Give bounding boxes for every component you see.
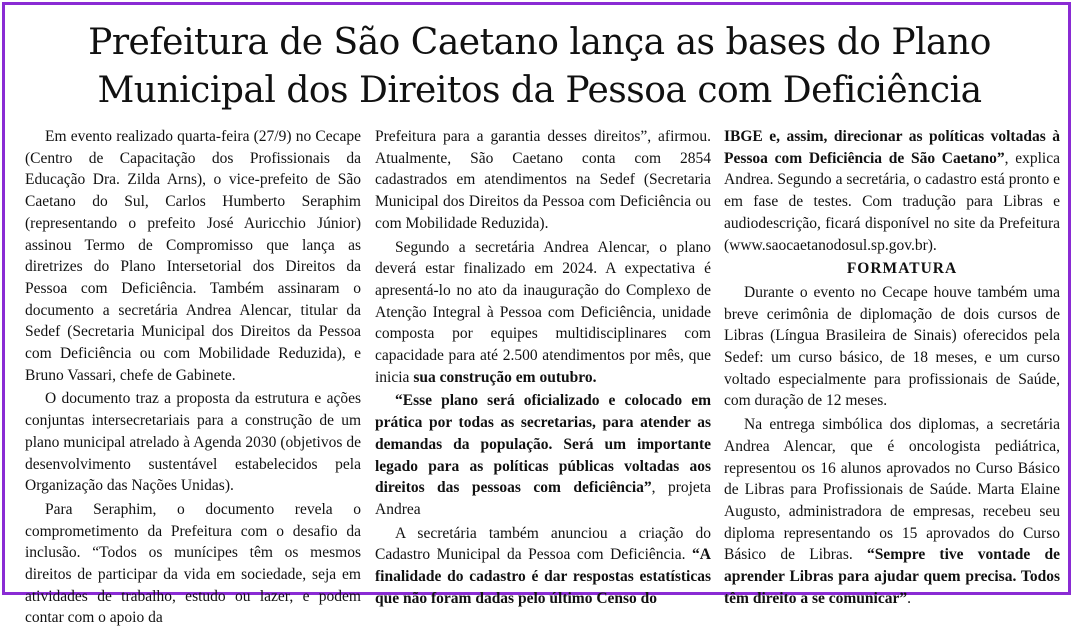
column-3 [724,126,1060,609]
col3-p3-quote: “Sempre tive vontade de aprender Libras para ajudar quem precisa. Todos têm direito a se comunicar” [724,546,1060,607]
col3-paragraph-1 [724,126,1060,256]
col2-p4-text: A secretária também anunciou a criação do Cadastro Municipal da Pessoa com Deficiência. [375,524,711,564]
col3-paragraph-2: Durante o evento no Cecape houve também uma breve cerimônia de diplomação de dois cursos de Libras (Língua Brasileira de Sinais) oferecidos pela Sedef: um curso básico, de 18 meses, e um curso voltado especialmente para profissionais de Saúde, com duração de 12 meses. [724,283,1060,410]
col2-p4-quote: “A finalidade do cadastro é dar respostas estatísticas que não foram dadas pelo último Censo do [375,546,711,607]
column-1 [25,126,361,629]
col1-paragraph-1: Em evento realizado quarta-feira (27/9) no Cecape (Centro de Capacitação dos Profissionais da Educação Dra. Zilda Arns), o vice-prefeito de São Caetano do Sul, Carlos Humberto Seraphim (representando o prefeito José Auricchio Júnior) assinou Termo de Compromisso que lança as diretrizes do Plano Intersetorial dos Direitos da Pessoa com Deficiência. Também assinaram o documento a secretária Andrea Alencar, titular da Sedef (Secretaria Municipal dos Direitos da Pessoa com Deficiência ou com Mobilidade Reduzida), e Bruno Vassari, chefe de Gabinete. [25,128,361,384]
col2-quote: “Esse plano será oficializado e colocado em prática por todas as secretarias, para atender as demandas da população. Será um importante legado para as políticas públicas voltadas aos direitos das pessoas com deficiência” [375,392,711,497]
col2-paragraph-3 [375,390,711,520]
subheading-formatura: FORMATURA [846,260,958,278]
col3-p1-text: , explica Andrea. Segundo a secretária, o cadastro está pronto e em fase de testes. Com tradução para Libras e audiodescrição, ficará disponível no site da Prefeitura (www.saocaetanodosul.sp.gov.br). [724,149,1060,254]
col3-p1-quote: IBGE e, assim, direcionar as políticas voltadas à Pessoa com Deficiência de São Caetano” [724,128,1060,167]
col1-paragraph-3: Para Seraphim, o documento revela o comprometimento da Prefeitura com o desafio da inclusão. “Todos os munícipes têm os mesmos direitos de participar da vida em sociedade, seja em atividades de trabalho, estudo ou lazer, e podem contar com o apoio da [25,500,361,627]
column-2 [375,126,711,609]
col2-paragraph-4 [375,523,711,610]
col3-p3-end: . [907,589,911,607]
col2-p2-bold: sua construção em outubro. [413,368,597,386]
headline-line-1: Prefeitura de São Caetano lança as bases do Plano [88,22,991,63]
col3-paragraph-3 [724,414,1060,609]
clipping-frame [2,2,1071,627]
col2-paragraph-2 [375,237,711,389]
headline-line-2: Municipal dos Direitos da Pessoa com Deficiência [97,70,982,111]
col3-p3-text: Na entrega simbólica dos diplomas, a secretária Andrea Alencar, que é oncologista pediátrica, representou os 16 alunos aprovados no Curso Básico de Libras para Profissionais de Saúde. Marta Elaine Augusto, administradora de empresas, recebeu seu diploma representando os 15 aprovados do Curso Básico de Libras. [724,416,1060,564]
col1-paragraph-2: O documento traz a proposta da estrutura e ações conjuntas intersecretariais para a construção de um plano municipal atrelado à Agenda 2030 (objetivos de desenvolvimento sustentável estabelecidos pela Organização das Nações Unidas). [25,390,361,495]
col2-p3-text: , projeta Andrea [375,479,711,518]
col2-p2-text: Segundo a secretária Andrea Alencar, o plano deverá estar finalizado em 2024. A expectativa é apresentá-lo no ato da inauguração do Complexo de Atenção Integral à Pessoa com Deficiência, unidade composta por equipes multidisciplinares com capacidade para até 2.500 atendimentos por mês, que inicia [375,238,711,386]
headline [5,19,1074,115]
col2-paragraph-1: Prefeitura para a garantia desses direitos”, afirmou. Atualmente, São Caetano conta com 2854 cadastrados em atendimentos na Sedef (Secretaria Municipal dos Direitos da Pessoa com Deficiência ou com Mobilidade Reduzida). [375,128,711,232]
